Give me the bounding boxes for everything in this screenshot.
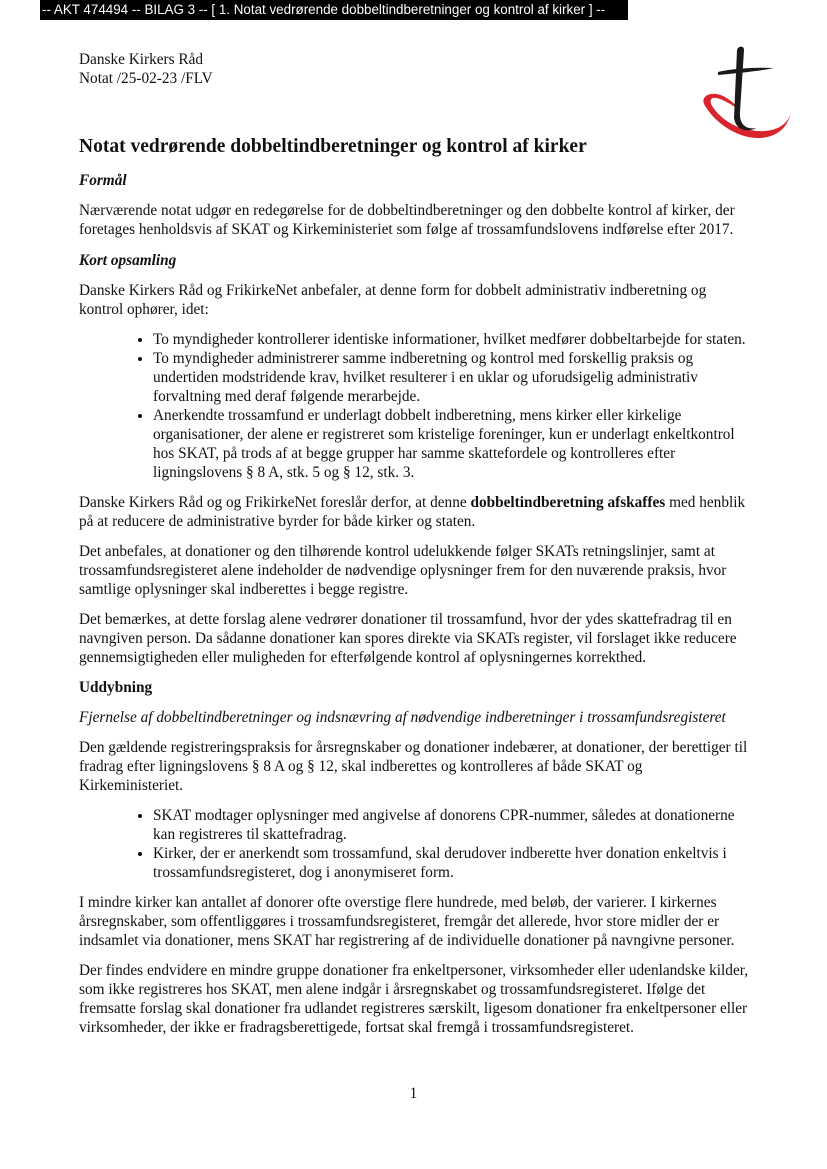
document-reference: Notat /25-02-23 /FLV [79, 70, 213, 87]
uddybning-subheading: Fjernelse af dobbeltindberetninger og indsnævring af nødvendige indberetninger i trossamfundsregisteret [79, 709, 726, 726]
opsamling-proposal [79, 493, 749, 531]
uddybning-paragraph-2: I mindre kirker kan antallet af donorer ofte overstige flere hundrede, med beløb, der varierer. I kirkernes årsregnskaber, som offentliggøres i trossamfundsregisteret, fremgår det allerede, hvor store midler der er indsamlet via donationer, mens SKAT har registrering af de individuelle donationer på navngivne personer. [79, 894, 735, 949]
proposal-text-pre: Danske Kirkers Råd og og FrikirkeNet foreslår derfor, at denne [79, 494, 471, 511]
page-number: 1 [409, 1085, 418, 1102]
heading-formaal: Formål [79, 172, 127, 189]
uddybning-paragraph-1: Den gældende registreringspraksis for årsregnskaber og donationer indebærer, at donationer, der berettiger til fradrag efter ligningslovens § 8 A og § 12, skal indberettes og kontrolleres af både SKAT og Kirkeministeriet. [79, 739, 748, 794]
document-banner: -- AKT 474494 -- BILAG 3 -- [ 1. Notat vedrørende dobbeltindberetninger og kontrol af kirker ] -- [40, 0, 628, 20]
list-item: • To myndigheder administrerer samme indberetning og kontrol med forskellig praksis og undertiden modstridende krav, hvilket resulterer i en uklar og uforudsigelig administrativ forvaltning med deraf følgende merarbejde. [153, 349, 749, 406]
list-item: • To myndigheder kontrollerer identiske informationer, hvilket medfører dobbeltarbejde for staten. [153, 330, 749, 349]
opsamling-recommendation: Det anbefales, at donationer og den tilhørende kontrol udelukkende følger SKATs retningslinjer, samt at trossamfundsregisteret alene indeholder de nødvendige oplysninger frem for den nuværende praksis, hvor samtlige oplysninger skal indberettes i begge registre. [79, 543, 727, 598]
uddybning-bullet-list [79, 806, 749, 882]
document-title: Notat vedrørende dobbeltindberetninger og kontrol af kirker [79, 136, 587, 157]
proposal-emphasis: dobbeltindberetning afskaffes [470, 494, 666, 511]
document-body [79, 50, 749, 1037]
list-item: • Anerkendte trossamfund er underlagt dobbelt indberetning, mens kirker eller kirkelige organisationer, der alene er registreret som kristelige foreninger, kun er underlagt enkeltkontrol hos SKAT, på trods af at begge grupper har samme skattefordele og kontrolleres efter ligningslovens § 8 A, stk. 5 og § 12, stk. 3. [153, 406, 749, 482]
list-item: • SKAT modtager oplysninger med angivelse af donorens CPR-nummer, således at donationerne kan registreres til skattefradrag. [153, 806, 749, 844]
formaal-text: Nærværende notat udgør en redegørelse for de dobbeltindberetninger og den dobbelte kontrol af kirker, der foretages henholdsvis af SKAT og Kirkeministeriet som følge af trossamfundslovens indførelse efter 2017. [79, 202, 735, 238]
heading-kort-opsamling: Kort opsamling [79, 252, 177, 269]
proposal-text-post: med henblik på at reducere de administrative byrder for både kirker og staten. [79, 494, 746, 530]
uddybning-paragraph-3: Der findes endvidere en mindre gruppe donationer fra enkeltpersoner, virksomheder eller udenlandske kilder, som ikke registreres hos SKAT, men alene indgår i årsregnskabet og trossamfundsregisteret. Ifølge det fremsatte forslag skal donationer fra udlandet registreres særskilt, ligesom donationer fra enkeltpersoner eller virksomheder, der ikke er fradragsberettigede, fortsat skal fremgå i trossamfundsregisteret. [79, 962, 749, 1036]
opsamling-note: Det bemærkes, at dette forslag alene vedrører donationer til trossamfund, hvor der ydes skattefradrag til en navngiven person. Da sådanne donationer kan spores direkte via SKATs register, vil forslaget ikke reducere gennemsigtigheden eller muligheden for efterfølgende kontrol af oplysningernes korrekthed. [79, 611, 737, 666]
list-item: • Kirker, der er anerkendt som trossamfund, skal derudover indberette hver donation enkeltvis i trossamfundsregisteret, dog i anonymiseret form. [153, 844, 749, 882]
organization-name: Danske Kirkers Råd [79, 51, 204, 68]
letter-header [79, 50, 749, 88]
heading-uddybning: Uddybning [79, 679, 153, 696]
opsamling-bullet-list [79, 330, 749, 482]
opsamling-intro: Danske Kirkers Råd og FrikirkeNet anbefaler, at denne form for dobbelt administrativ indberetning og kontrol ophører, idet: [79, 282, 707, 318]
